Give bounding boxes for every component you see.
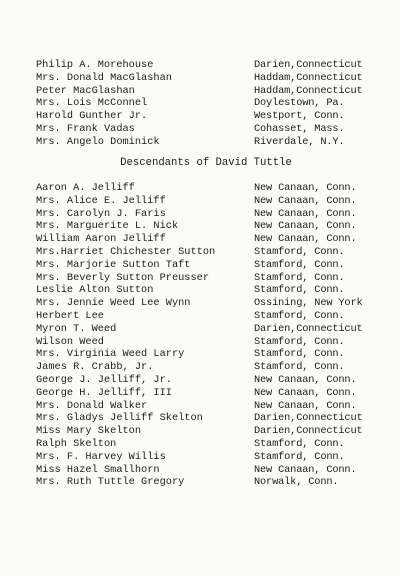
person-location: New Canaan, Conn. [254, 194, 357, 207]
person-location: New Canaan, Conn. [254, 182, 357, 194]
list-item [36, 136, 376, 149]
list-item [36, 272, 376, 285]
person-name: Mrs. Marguerite L. Nick [36, 220, 179, 233]
person-name: Wilson Weed [36, 335, 104, 348]
list-item [36, 85, 376, 98]
person-location: Darien,Connecticut [254, 322, 363, 335]
section-heading-text: Descendants of David Tuttle [120, 157, 292, 169]
person-name: Leslie Alton Sutton [36, 284, 154, 297]
list-item [36, 182, 376, 195]
list-item [36, 438, 376, 451]
person-location: Westport, Conn. [254, 110, 345, 123]
person-name: Mrs. Angelo Dominick [36, 135, 160, 148]
person-name: Aaron A. Jelliff [36, 182, 135, 194]
list-item [36, 110, 376, 123]
list-item [36, 361, 376, 374]
person-location: Riverdale, N.Y. [254, 135, 345, 148]
attendee-list [36, 59, 376, 149]
person-location: Stamford, Conn. [254, 284, 345, 297]
list-item [36, 297, 376, 310]
person-name: Herbert Lee [36, 309, 104, 322]
person-location: Cohasset, Mass. [254, 122, 345, 135]
list-item [36, 246, 376, 259]
list-item [36, 72, 376, 85]
list-item [36, 208, 376, 221]
person-name: Mrs. Frank Vadas [36, 122, 135, 135]
person-location: Doylestown, Pa. [254, 97, 345, 110]
person-location: Darien,Connecticut [254, 59, 363, 71]
person-name: Mrs. Carolyn J. Faris [36, 207, 166, 220]
person-location: Ossining, New York [254, 297, 363, 310]
list-item [36, 323, 376, 336]
person-location: Stamford, Conn. [254, 245, 345, 258]
list-item [36, 259, 376, 272]
person-name: Mrs. Alice E. Jelliff [36, 194, 166, 207]
person-name: Mrs. Lois McConnel [36, 97, 148, 110]
person-location: Darien,Connecticut [254, 412, 363, 425]
list-item [36, 412, 376, 425]
person-location: New Canaan, Conn. [254, 399, 357, 412]
person-location: Stamford, Conn. [254, 348, 345, 361]
person-name: Mrs. Ruth Tuttle Gregory [36, 476, 185, 489]
list-item [36, 336, 376, 349]
list-item [36, 59, 376, 72]
list-item [36, 476, 376, 489]
person-name: George J. Jelliff, Jr. [36, 373, 172, 386]
person-name: Mrs. Donald MacGlashan [36, 71, 172, 84]
person-name: Peter MacGlashan [36, 84, 135, 97]
person-name: Mrs. Gladys Jelliff Skelton [36, 412, 203, 425]
person-name: William Aaron Jelliff [36, 233, 166, 246]
person-name: Myron T. Weed [36, 322, 117, 335]
list-item [36, 400, 376, 413]
person-location: Haddam,Connecticut [254, 84, 363, 97]
list-item [36, 374, 376, 387]
person-name: Mrs.Harriet Chichester Sutton [36, 245, 216, 258]
person-location: Stamford, Conn. [254, 258, 345, 271]
person-name: Miss Hazel Smallhorn [36, 463, 160, 476]
person-name: Miss Mary Skelton [36, 425, 142, 438]
list-item [36, 451, 376, 464]
person-location: Stamford, Conn. [254, 437, 345, 450]
person-name: Mrs. Virginia Weed Larry [36, 348, 185, 361]
section-heading [0, 157, 400, 169]
person-location: New Canaan, Conn. [254, 373, 357, 386]
person-name: Ralph Skelton [36, 437, 117, 450]
person-location: Stamford, Conn. [254, 335, 345, 348]
list-item [36, 348, 376, 361]
list-item [36, 425, 376, 438]
person-name: Mrs. Donald Walker [36, 399, 148, 412]
person-name: Harold Gunther Jr. [36, 110, 148, 123]
person-location: New Canaan, Conn. [254, 207, 357, 220]
list-item [36, 97, 376, 110]
person-name: Mrs. Jennie Weed Lee Wynn [36, 297, 191, 310]
person-location: Darien,Connecticut [254, 425, 363, 438]
descendants-list [36, 182, 376, 489]
person-location: New Canaan, Conn. [254, 386, 357, 399]
person-name: Mrs. F. Harvey Willis [36, 450, 166, 463]
person-location: New Canaan, Conn. [254, 463, 357, 476]
list-item [36, 123, 376, 136]
list-item [36, 310, 376, 323]
list-item [36, 195, 376, 208]
person-location: Stamford, Conn. [254, 361, 345, 374]
person-location: Norwalk, Conn. [254, 476, 339, 489]
person-name: Philip A. Morehouse [36, 59, 154, 71]
person-location: Stamford, Conn. [254, 450, 345, 463]
person-name: George H. Jelliff, III [36, 386, 172, 399]
list-item [36, 464, 376, 477]
list-item [36, 387, 376, 400]
list-item [36, 220, 376, 233]
list-item [36, 233, 376, 246]
person-location: New Canaan, Conn. [254, 233, 357, 246]
person-name: Mrs. Beverly Sutton Preusser [36, 271, 210, 284]
person-location: Stamford, Conn. [254, 271, 345, 284]
person-location: Haddam,Connecticut [254, 71, 363, 84]
person-name: James R. Crabb, Jr. [36, 361, 154, 374]
person-location: New Canaan, Conn. [254, 220, 357, 233]
person-location: Stamford, Conn. [254, 309, 345, 322]
person-name: Mrs. Marjorie Sutton Taft [36, 258, 191, 271]
list-item [36, 284, 376, 297]
